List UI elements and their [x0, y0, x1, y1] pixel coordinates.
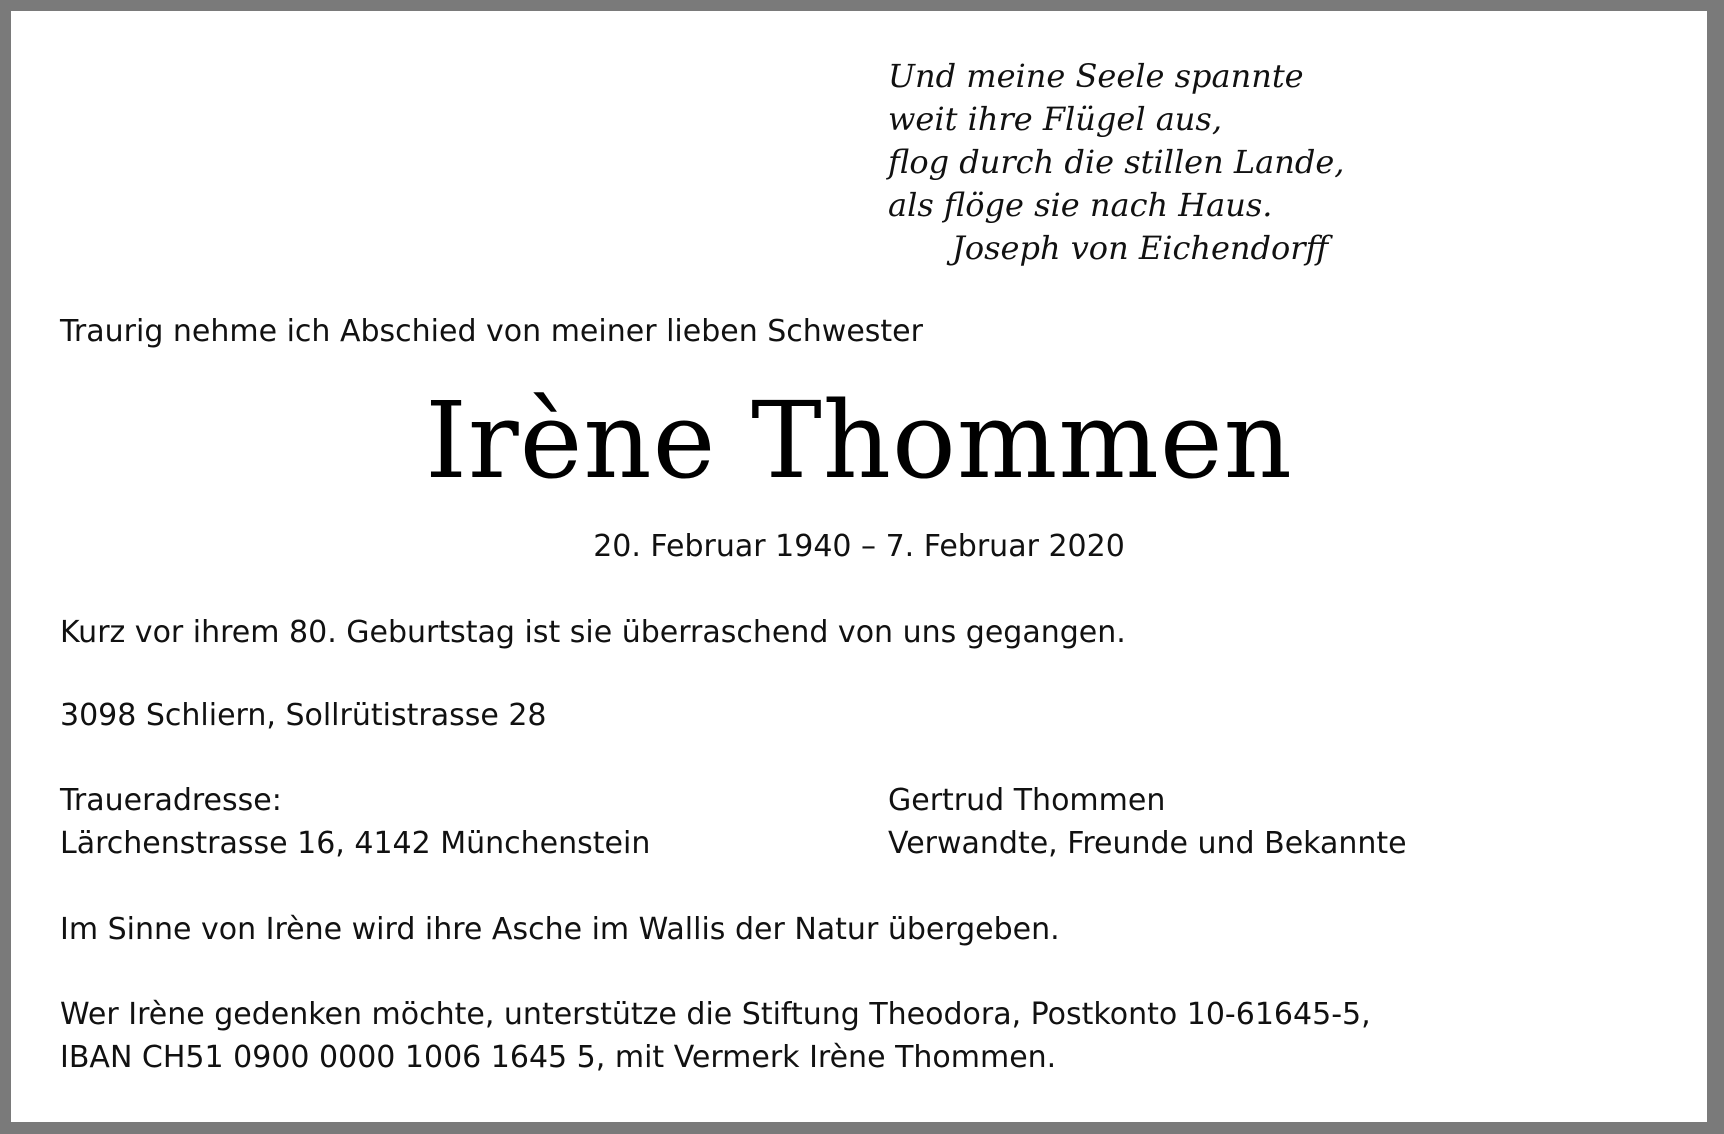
- family-relatives: Verwandte, Freunde und Bekannte: [888, 826, 1407, 861]
- ashes-text: Im Sinne von Irène wird ihre Asche im Wallis der Natur übergeben.: [60, 912, 1060, 947]
- poem-line: Und meine Seele spannte: [888, 57, 1304, 95]
- passed-text: Kurz vor ihrem 80. Geburtstag ist sie überraschend von uns gegangen.: [60, 615, 1126, 650]
- poem-quote: [888, 55, 1368, 270]
- mourning-address-label: Traueradresse:: [60, 783, 282, 818]
- home-address: 3098 Schliern, Sollrütistrasse 28: [60, 698, 547, 733]
- poem-line: flog durch die stillen Lande,: [888, 143, 1345, 181]
- poem-line: weit ihre Flügel aus,: [888, 100, 1222, 138]
- intro-text: Traurig nehme ich Abschied von meiner lieben Schwester: [60, 314, 923, 349]
- family-signature: Gertrud Thommen: [888, 783, 1166, 818]
- donation-iban: IBAN CH51 0900 0000 1006 1645 5, mit Vermerk Irène Thommen.: [60, 1040, 1057, 1075]
- deceased-name: Irène Thommen: [425, 379, 1293, 502]
- poem-author: Joseph von Eichendorff: [952, 229, 1329, 267]
- obituary-page: [11, 11, 1707, 1122]
- mourning-address: Lärchenstrasse 16, 4142 Münchenstein: [60, 826, 651, 861]
- donation-text: Wer Irène gedenken möchte, unterstütze die Stiftung Theodora, Postkonto 10-61645-5,: [60, 997, 1371, 1032]
- poem-line: als flöge sie nach Haus.: [888, 186, 1273, 224]
- life-dates: 20. Februar 1940 – 7. Februar 2020: [593, 529, 1125, 564]
